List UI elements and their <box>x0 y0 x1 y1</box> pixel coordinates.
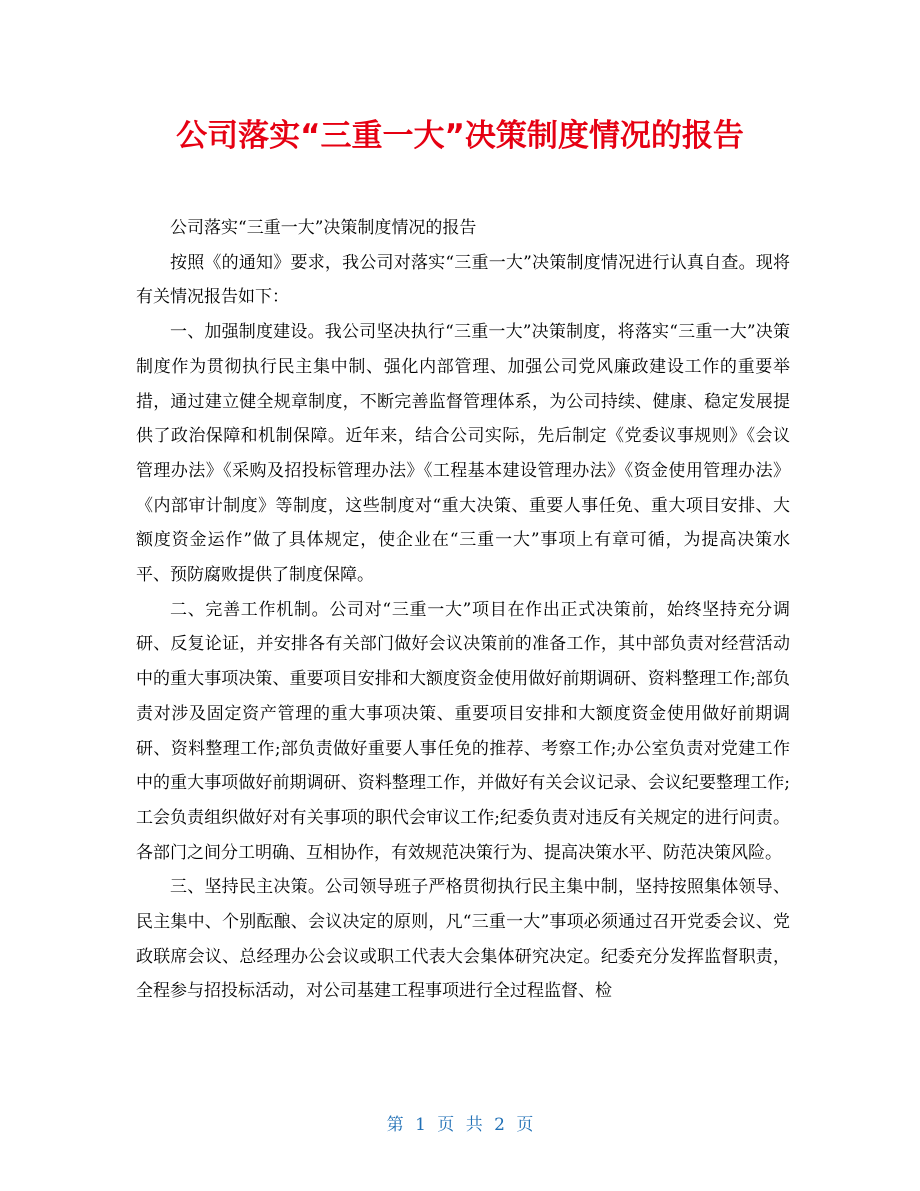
paragraph-intro: 按照《的通知》要求，我公司对落实“三重一大”决策制度情况进行认真自查。现将有关情况报告如下： <box>136 252 790 308</box>
document-title: 公司落实“三重一大”决策制度情况的报告 <box>176 118 744 154</box>
paragraph-section-1: 一、加强制度建设。我公司坚决执行“三重一大”决策制度，将落实“三重一大”决策制度作为贯彻执行民主集中制、强化内部管理、加强公司党风廉政建设工作的重要举措，通过建立健全规章制度，不断完善监督管理体系，为公司持续、健康、稳定发展提供了政治保障和机制保障。近年来，结合公司实际，先后制定《党委议事规则》《会议管理办法》《采购及招投标管理办法》《工程基本建设管理办法》《资金使用管理办法》《内部审计制度》等制度，这些制度对“重大决策、重要人事任免、重大项目安排、大额度资金运作”做了具体规定，使企业在“三重一大”事项上有章可循，为提高决策水平、预防腐败提供了制度保障。 <box>136 322 790 586</box>
page-footer: 第 1 页 共 2 页 <box>386 1115 534 1135</box>
document-body <box>136 211 790 1009</box>
paragraph-subtitle: 公司落实“三重一大”决策制度情况的报告 <box>170 218 477 238</box>
paragraph-section-2: 二、完善工作机制。公司对“三重一大”项目在作出正式决策前，始终坚持充分调研、反复论证，并安排各有关部门做好会议决策前的准备工作，其中部负责对经营活动中的重大事项决策、重要项目安排和大额度资金使用做好前期调研、资料整理工作;部负责对涉及固定资产管理的重大事项决策、重要项目安排和大额度资金使用做好前期调研、资料整理工作;部负责做好重要人事任免的推荐、考察工作;办公室负责对党建工作中的重大事项做好前期调研、资料整理工作，并做好有关会议记录、会议纪要整理工作;工会负责组织做好对有关事项的职代会审议工作;纪委负责对违反有关规定的进行问责。各部门之间分工明确、互相协作，有效规范决策行为、提高决策水平、防范决策风险。 <box>136 599 790 863</box>
paragraph-section-3: 三、坚持民主决策。公司领导班子严格贯彻执行民主集中制，坚持按照集体领导、民主集中、个别酝酿、会议决定的原则，凡“三重一大”事项必须通过召开党委会议、党政联席会议、总经理办公会议或职工代表大会集体研究决定。纪委充分发挥监督职责，全程参与招投标活动，对公司基建工程事项进行全过程监督、检 <box>136 877 790 1002</box>
